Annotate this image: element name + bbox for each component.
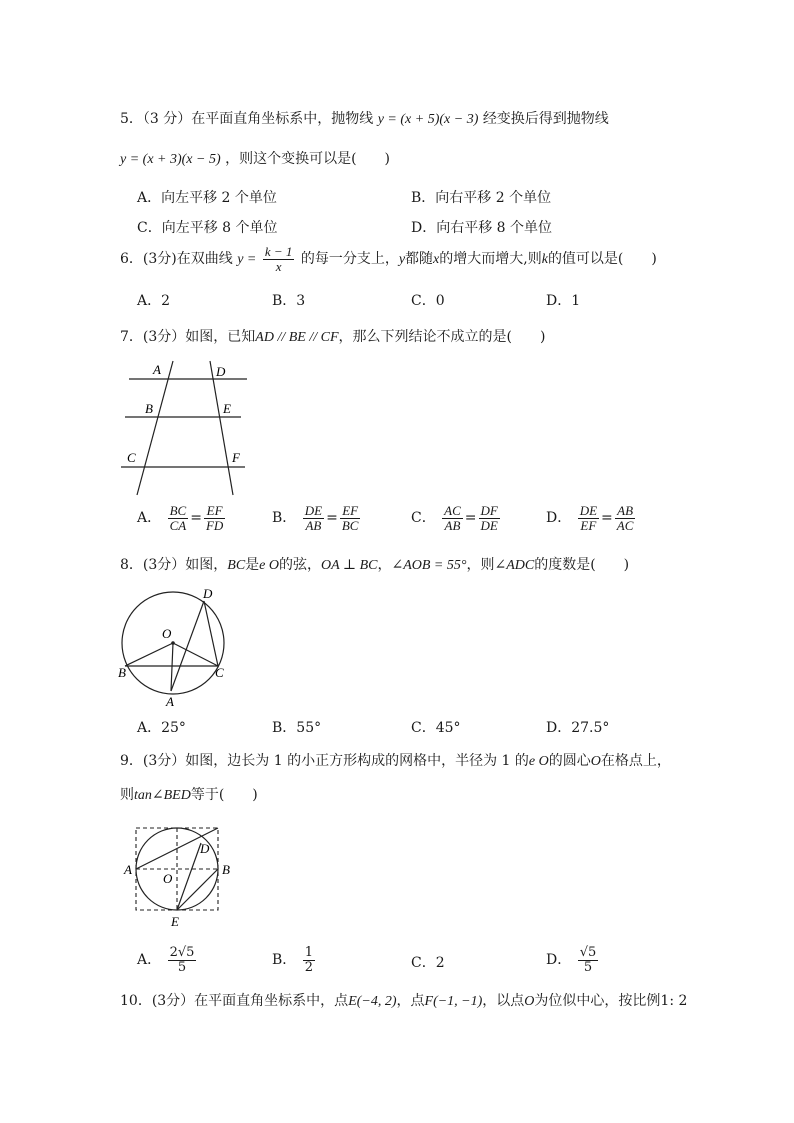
- q5-equation-2: y = (x + 3)(x − 5): [120, 152, 221, 167]
- q10-point-f: F(−1, −1): [424, 994, 483, 1009]
- frac-den: EF: [580, 517, 597, 533]
- q10-ratio: 1: 2: [660, 993, 688, 1009]
- q7-option-a-letter: A．: [137, 510, 162, 527]
- q7-equation: AD // BE // CF: [255, 330, 339, 345]
- q6-y: y =: [237, 252, 257, 268]
- q5-text: 5．（3 分）在平面直角坐标系中，抛物线: [120, 111, 374, 127]
- q7-option-c-frac1: [442, 504, 463, 532]
- q6-option-c[interactable]: C．0: [411, 293, 445, 309]
- q10-text-2: ，点: [396, 993, 425, 1009]
- q10-point-e: E(−4, 2): [348, 994, 397, 1009]
- q8-circle: e O: [259, 558, 279, 573]
- q7-option-a[interactable]: A． $\frac{BC}{CA}$ = $\frac{EF}{FD}$: [137, 503, 224, 533]
- q9-label-e: E: [171, 914, 179, 929]
- q9-text-4: 则: [120, 787, 134, 803]
- q9-option-c[interactable]: C．2: [411, 955, 445, 971]
- q8-option-a[interactable]: A．25°: [137, 720, 186, 736]
- q5-text-3: ，则这个变换可以是( ): [225, 151, 391, 167]
- q9-circle: e O: [528, 754, 549, 769]
- q8-text-6: 的度数是( ): [534, 557, 630, 573]
- q7-option-c-letter: C．: [411, 510, 436, 527]
- q9-line1: [120, 750, 671, 770]
- frac-num: BC: [169, 503, 187, 518]
- frac-num: DE: [579, 503, 598, 518]
- q9-option-a[interactable]: [137, 946, 198, 974]
- q5-line1: [120, 108, 609, 128]
- q6-text-5: 的值可以是( ): [547, 251, 657, 268]
- q6-text: 6．(3分)在双曲线: [120, 251, 233, 268]
- q8-text-4: ，: [377, 557, 392, 573]
- q5-option-d[interactable]: D．向右平移 8 个单位: [411, 220, 553, 236]
- frac-den: DE: [480, 517, 498, 533]
- frac-den: AB: [305, 517, 322, 533]
- q9-text: 9．(3分）如图，边长为 1 的小正方形构成的网格中，半径为 1 的: [120, 753, 529, 769]
- q5-option-a[interactable]: A．向左平移 2 个单位: [137, 190, 277, 206]
- q9-option-d-letter: D．: [546, 952, 572, 969]
- frac-num: EF: [340, 504, 361, 519]
- q9-text-2: 的圆心: [548, 753, 591, 769]
- q8-option-b[interactable]: B．55°: [272, 720, 322, 736]
- q9-label-b: B: [222, 862, 230, 877]
- q7-option-d[interactable]: D． $\frac{DE}{EF}$ = $\frac{AB}{AC}$: [546, 503, 634, 533]
- q10-text-3: ，以点: [482, 993, 525, 1009]
- frac-den: AC: [616, 517, 634, 533]
- frac-num: DE: [304, 503, 323, 518]
- q9-option-b-frac: [303, 946, 315, 974]
- q8-text-5: ，则: [466, 557, 495, 573]
- q7-option-a-frac2: [204, 504, 225, 532]
- frac-num: AB: [615, 504, 636, 519]
- q9-label-o: O: [163, 871, 173, 886]
- frac-num: DF: [480, 503, 498, 518]
- q10-stem: [120, 990, 687, 1010]
- q9-option-b[interactable]: [272, 946, 317, 974]
- q8-label-d: D: [203, 586, 213, 601]
- q7-option-d-frac1: [578, 504, 599, 532]
- q8-text-2: 是: [245, 557, 260, 573]
- q6-option-b[interactable]: B．3: [272, 293, 306, 309]
- frac-den: FD: [205, 517, 224, 533]
- q7-option-b-frac1: [303, 504, 324, 532]
- q6-var-x: x: [433, 252, 440, 268]
- q7-label-d: D: [216, 364, 226, 379]
- q9-grid-circle-figure: [118, 820, 243, 935]
- q6-option-d[interactable]: D．1: [546, 293, 581, 309]
- frac-den: 5: [583, 959, 593, 975]
- q6-text-2: 的每一分支上，: [300, 251, 399, 268]
- q8-angle-2: ∠ADC: [494, 558, 535, 573]
- q8-perp: OA ⊥ BC: [321, 558, 378, 573]
- q6-fraction-num: k − 1: [264, 244, 293, 259]
- q8-label-b: B: [118, 665, 126, 680]
- q5-option-c[interactable]: C．向左平移 8 个单位: [137, 220, 278, 236]
- q9-line2: [120, 784, 258, 804]
- q6-text-4: 的增大而增大,则: [439, 251, 542, 268]
- q9-option-d-frac: [578, 946, 599, 974]
- frac-den: AB: [444, 517, 461, 533]
- frac-num: EF: [204, 504, 225, 519]
- frac-den: 2: [304, 959, 314, 975]
- q10-o: O: [524, 994, 535, 1009]
- frac-den: CA: [169, 517, 187, 533]
- q8-label-c: C: [215, 665, 224, 680]
- q9-label-a: A: [124, 862, 132, 877]
- q9-o: O: [590, 754, 601, 769]
- q9-option-b-letter: B．: [272, 952, 297, 969]
- q7-label-b: B: [145, 401, 153, 416]
- q7-stem: [120, 326, 545, 346]
- frac-num: 2√5: [169, 945, 195, 960]
- q5-text-2: 经变换后得到抛物线: [482, 111, 609, 127]
- q6-option-a[interactable]: A．2: [137, 293, 171, 309]
- q7-option-c-frac2: [479, 504, 500, 532]
- q8-bc: BC: [227, 558, 246, 573]
- frac-num: √5: [579, 945, 597, 960]
- q7-option-b-letter: B．: [272, 510, 297, 527]
- q8-text: 8．(3分）如图，: [120, 557, 228, 573]
- q8-label-a: A: [166, 694, 174, 709]
- q7-text-2: ，那么下列结论不成立的是( ): [338, 329, 546, 345]
- q6-fraction-den: x: [275, 258, 282, 274]
- q7-option-c[interactable]: C． $\frac{AC}{AB}$ = $\frac{DF}{DE}$: [411, 503, 498, 533]
- q7-option-d-frac2: [615, 504, 636, 532]
- q7-label-f: F: [232, 450, 240, 465]
- q8-label-o: O: [162, 626, 172, 641]
- q9-text-5: 等于( ): [190, 787, 258, 803]
- q6-stem: [120, 245, 657, 273]
- q6-var-y: y: [398, 252, 406, 268]
- q8-stem: [120, 554, 629, 574]
- q7-label-e: E: [223, 401, 231, 416]
- q5-equation-1: y = (x + 5)(x − 3): [377, 112, 479, 127]
- q8-text-3: 的弦，: [279, 557, 321, 573]
- q9-label-d: D: [200, 841, 210, 856]
- q9-tan: tan∠BED: [134, 788, 191, 803]
- q6-var-k: k: [541, 252, 548, 268]
- q7-label-c: C: [127, 450, 136, 465]
- frac-den: BC: [341, 517, 359, 533]
- q7-option-b-frac2: [340, 504, 361, 532]
- q7-option-d-letter: D．: [546, 510, 572, 527]
- frac-den: 5: [177, 959, 187, 975]
- q7-parallel-lines-figure: [115, 355, 255, 500]
- frac-num: 1: [304, 945, 314, 960]
- q8-angle: ∠AOB = 55°: [391, 558, 467, 573]
- q7-option-b[interactable]: B． $\frac{DE}{AB}$ = $\frac{EF}{BC}$: [272, 503, 359, 533]
- q9-option-a-frac: [168, 946, 197, 974]
- q10-text-4: 为位似中心，按比例: [534, 993, 661, 1009]
- q6-text-3: 都随: [405, 251, 434, 268]
- q8-option-c[interactable]: C．45°: [411, 720, 461, 736]
- q9-option-a-letter: A．: [137, 952, 162, 969]
- q7-option-a-frac1: [168, 504, 189, 532]
- q9-text-3: 在格点上，: [600, 753, 671, 769]
- q7-label-a: A: [153, 362, 161, 377]
- q6-fraction: [263, 245, 295, 273]
- q8-circle-figure: [112, 585, 242, 710]
- q5-line2: [120, 148, 390, 168]
- q8-option-d[interactable]: D．27.5°: [546, 720, 610, 736]
- q9-option-d[interactable]: [546, 946, 600, 974]
- q5-option-b[interactable]: B．向右平移 2 个单位: [411, 190, 552, 206]
- q10-text: 10．(3分）在平面直角坐标系中，点: [120, 993, 349, 1009]
- frac-num: AC: [444, 503, 461, 518]
- q7-text: 7．(3分）如图，已知: [120, 329, 256, 345]
